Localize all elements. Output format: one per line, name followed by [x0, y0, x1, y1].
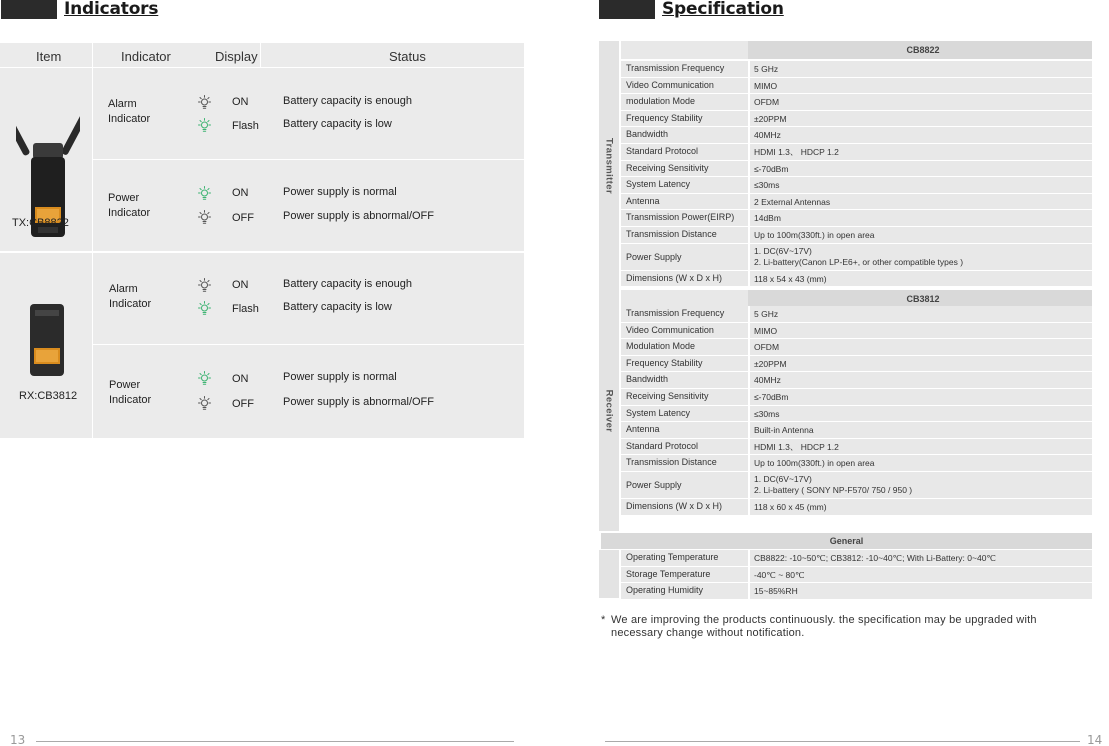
spec-value: 40MHz [754, 130, 781, 141]
spec-label: Bandwidth [626, 129, 669, 140]
indicator-name-line: Indicator [108, 207, 151, 219]
header-status: Status [389, 49, 426, 64]
general-header-row [601, 533, 1092, 549]
column-separator [748, 271, 750, 287]
transmitter-model-name: CB8822 [906, 45, 940, 55]
spec-value: 2 External Antennas [754, 196, 831, 207]
bulb-white-icon [197, 95, 212, 110]
column-separator [748, 78, 750, 94]
footnote-text: We are improving the products continuously. the specification may be upgraded with necessary change without notification. [611, 614, 1037, 639]
spec-value: -40℃ ~ 80℃ [754, 569, 805, 580]
spec-label: Dimensions (W x D x H) [626, 501, 723, 511]
page-number-right: 14 [1087, 733, 1103, 746]
spec-row [621, 339, 1092, 355]
column-separator [748, 144, 750, 160]
spec-row [621, 499, 1092, 515]
spec-label: Frequency Stability [626, 357, 703, 368]
spec-row [621, 389, 1092, 405]
status-text: Power supply is abnormal/OFF [283, 396, 434, 408]
spec-label: System Latency [626, 407, 691, 418]
bulb-green-icon [197, 186, 212, 201]
spec-label: Power Supply [626, 251, 682, 262]
spec-label: Bandwidth [626, 374, 669, 385]
spec-row [621, 439, 1092, 455]
spec-row [621, 472, 1092, 498]
column-separator [748, 472, 750, 498]
spec-row [621, 227, 1092, 243]
spec-label: Transmission Power(EIRP) [626, 212, 735, 223]
column-separator [748, 194, 750, 210]
spec-row [621, 372, 1092, 388]
spec-value: Up to 100m(330ft.) in open area [754, 458, 875, 469]
spec-label: Receiving Sensitivity [626, 162, 709, 173]
column-separator [748, 455, 750, 471]
status-text: Power supply is normal [283, 371, 397, 383]
bulb-white-icon [197, 396, 212, 411]
header-item: Item [36, 49, 62, 64]
footer-rule [605, 741, 1080, 742]
spec-value: ≤-70dBm [754, 392, 789, 402]
rx-alarm-indicator-label [109, 282, 151, 312]
indicators-table [0, 43, 524, 438]
spec-value: CB8822: -10~50℃; CB3812: -10~40℃; With Li-Battery: 0~40℃ [754, 553, 996, 563]
spec-label: Storage Temperature [626, 568, 711, 579]
indicator-name-line: Indicator [108, 113, 151, 125]
rx-device-image [26, 300, 68, 380]
column-separator [748, 210, 750, 226]
column-separator [748, 372, 750, 388]
column-separator [748, 161, 750, 177]
spec-value: 5 GHz [754, 64, 779, 74]
column-separator [748, 177, 750, 193]
column-separator [748, 583, 750, 599]
indicator-name-line: Power [108, 192, 140, 204]
spec-label: System Latency [626, 179, 691, 190]
spec-value: 1. DC(6V~17V) [754, 474, 812, 484]
spec-label: Transmission Distance [626, 457, 717, 468]
spec-row [621, 271, 1092, 287]
column-separator [748, 127, 750, 143]
state-text: Flash [232, 120, 259, 132]
column-separator [748, 406, 750, 422]
transmitter-side-label [599, 41, 619, 291]
indicator-name-line: Alarm [109, 283, 138, 295]
bulb-green-icon [197, 301, 212, 316]
spec-label: Standard Protocol [626, 440, 699, 451]
column-separator [748, 244, 750, 270]
state-text: ON [232, 373, 249, 385]
tx-alarm-indicator-label [108, 97, 150, 127]
spec-value: Built-in Antenna [754, 425, 814, 436]
spec-value: 14dBm [754, 213, 781, 224]
spec-value: HDMI 1.3、 HDCP 1.2 [754, 147, 839, 157]
general-side-block [599, 550, 619, 598]
indicator-name-line: Indicator [109, 394, 152, 406]
spec-label: Receiving Sensitivity [626, 391, 709, 401]
general-title: General [829, 536, 864, 546]
spec-row [621, 455, 1092, 471]
column-separator [748, 499, 750, 515]
spec-value: MIMO [754, 80, 778, 91]
spec-label: modulation Mode [626, 96, 696, 107]
spec-label: Modulation Mode [626, 341, 696, 352]
spec-row [621, 78, 1092, 94]
specification-title: Specification [662, 0, 784, 19]
column-separator [748, 550, 750, 566]
indicator-name-line: Power [109, 379, 141, 391]
spec-row [621, 244, 1092, 270]
page-number-left: 13 [10, 733, 26, 746]
spec-label: Antenna [626, 424, 660, 435]
spec-row [621, 144, 1092, 160]
spec-value: MIMO [754, 325, 778, 336]
side-label-text: Receiver [603, 389, 615, 433]
spec-label: Transmission Distance [626, 229, 717, 239]
rx-device-label: RX:CB3812 [19, 390, 78, 402]
column-separator [748, 306, 750, 322]
spec-value: 15~85%RH [754, 586, 798, 597]
spec-row [621, 406, 1092, 422]
bulb-green-icon [197, 118, 212, 133]
spec-label: Transmission Frequency [626, 63, 725, 73]
spec-row [621, 161, 1092, 177]
transmitter-model-row [621, 41, 1092, 59]
side-label-text: Transmitter [603, 137, 615, 195]
spec-label: Transmission Frequency [626, 308, 725, 318]
receiver-side-label [599, 291, 619, 531]
column-separator [748, 339, 750, 355]
tx-device-image [16, 103, 80, 253]
tx-power-indicator-label [108, 191, 150, 221]
spec-label: Video Communication [626, 324, 714, 335]
spec-value: Up to 100m(330ft.) in open area [754, 230, 875, 240]
grid-line [260, 43, 261, 68]
model-row-blank [621, 41, 748, 59]
spec-row [621, 210, 1092, 226]
column-separator [748, 323, 750, 339]
spec-row [621, 356, 1092, 372]
spec-row [621, 567, 1092, 583]
state-text: ON [232, 187, 249, 199]
bulb-white-icon [197, 210, 212, 225]
footnote-star: * [601, 614, 606, 626]
spec-label: Power Supply [626, 480, 682, 490]
status-text: Battery capacity is low [283, 118, 392, 130]
spec-row [621, 323, 1092, 339]
spec-row [621, 177, 1092, 193]
header-display: Display [215, 49, 258, 64]
spec-label: Frequency Stability [626, 112, 703, 123]
column-separator [748, 94, 750, 110]
indicators-title: Indicators [64, 0, 159, 19]
column-separator [748, 111, 750, 127]
column-separator [748, 567, 750, 583]
spec-value: HDMI 1.3、 HDCP 1.2 [754, 441, 839, 452]
spec-label: Dimensions (W x D x H) [626, 272, 723, 283]
spec-label: Standard Protocol [626, 146, 699, 156]
bulb-green-icon [197, 371, 212, 386]
grid-line [92, 43, 93, 438]
spec-value: 118 x 54 x 43 (mm) [754, 273, 827, 284]
spec-row [621, 111, 1092, 127]
state-text: OFF [232, 398, 254, 410]
spec-row [621, 61, 1092, 77]
column-separator [748, 439, 750, 455]
indicators-header [1, 0, 158, 19]
spec-value: ±20PPM [754, 358, 787, 369]
spec-value: 118 x 60 x 45 (mm) [754, 502, 827, 512]
spec-row [621, 583, 1092, 599]
spec-value: 40MHz [754, 375, 781, 386]
specification-header [599, 0, 784, 19]
state-text: ON [232, 279, 249, 291]
status-text: Power supply is normal [283, 186, 397, 198]
status-text: Power supply is abnormal/OFF [283, 210, 434, 222]
spec-label: Operating Humidity [626, 585, 704, 596]
column-separator [748, 422, 750, 438]
status-text: Battery capacity is enough [283, 278, 413, 290]
status-text: Battery capacity is low [283, 301, 392, 313]
indicator-name-line: Indicator [109, 298, 152, 310]
spec-value: 1. DC(6V~17V) [754, 245, 812, 256]
header-block [599, 0, 655, 19]
spec-row [621, 94, 1092, 110]
status-text: Battery capacity is enough [283, 95, 413, 107]
spec-row [621, 306, 1092, 322]
spec-row [621, 422, 1092, 438]
spec-label: Operating Temperature [626, 552, 719, 562]
spec-value-line2: 2. Li-battery(Canon LP-E6+, or other compatible types ) [754, 256, 964, 267]
spec-value: OFDM [754, 97, 780, 108]
spec-label: Video Communication [626, 79, 714, 90]
column-separator [748, 389, 750, 405]
indicator-name-line: Alarm [108, 98, 137, 110]
column-separator [748, 61, 750, 77]
bulb-white-icon [197, 278, 212, 293]
grid-line [93, 344, 524, 345]
spec-label: Antenna [626, 195, 660, 206]
header-block [1, 0, 57, 19]
state-text: OFF [232, 212, 254, 224]
spec-value: ±20PPM [754, 113, 787, 124]
state-text: Flash [232, 303, 259, 315]
column-separator [748, 227, 750, 243]
receiver-model-name: CB3812 [906, 294, 940, 304]
table-header-row [0, 43, 524, 68]
spec-value: OFDM [754, 342, 780, 353]
spec-value: ≤30ms [754, 408, 780, 419]
spec-value: ≤-70dBm [754, 163, 789, 174]
rx-power-indicator-label [109, 378, 151, 408]
spec-value: ≤30ms [754, 180, 780, 191]
grid-line [93, 159, 524, 160]
header-indicator: Indicator [121, 49, 171, 64]
spec-value: 5 GHz [754, 309, 779, 319]
footnote [601, 614, 1081, 640]
spec-row [621, 194, 1092, 210]
spec-row [621, 550, 1092, 566]
spec-row [621, 127, 1092, 143]
spec-value-line2: 2. Li-battery ( SONY NP-F570/ 750 / 950 ) [754, 485, 913, 495]
column-separator [748, 356, 750, 372]
state-text: ON [232, 96, 249, 108]
footer-rule [36, 741, 514, 742]
tx-device-label: TX:CB8822 [12, 217, 69, 229]
